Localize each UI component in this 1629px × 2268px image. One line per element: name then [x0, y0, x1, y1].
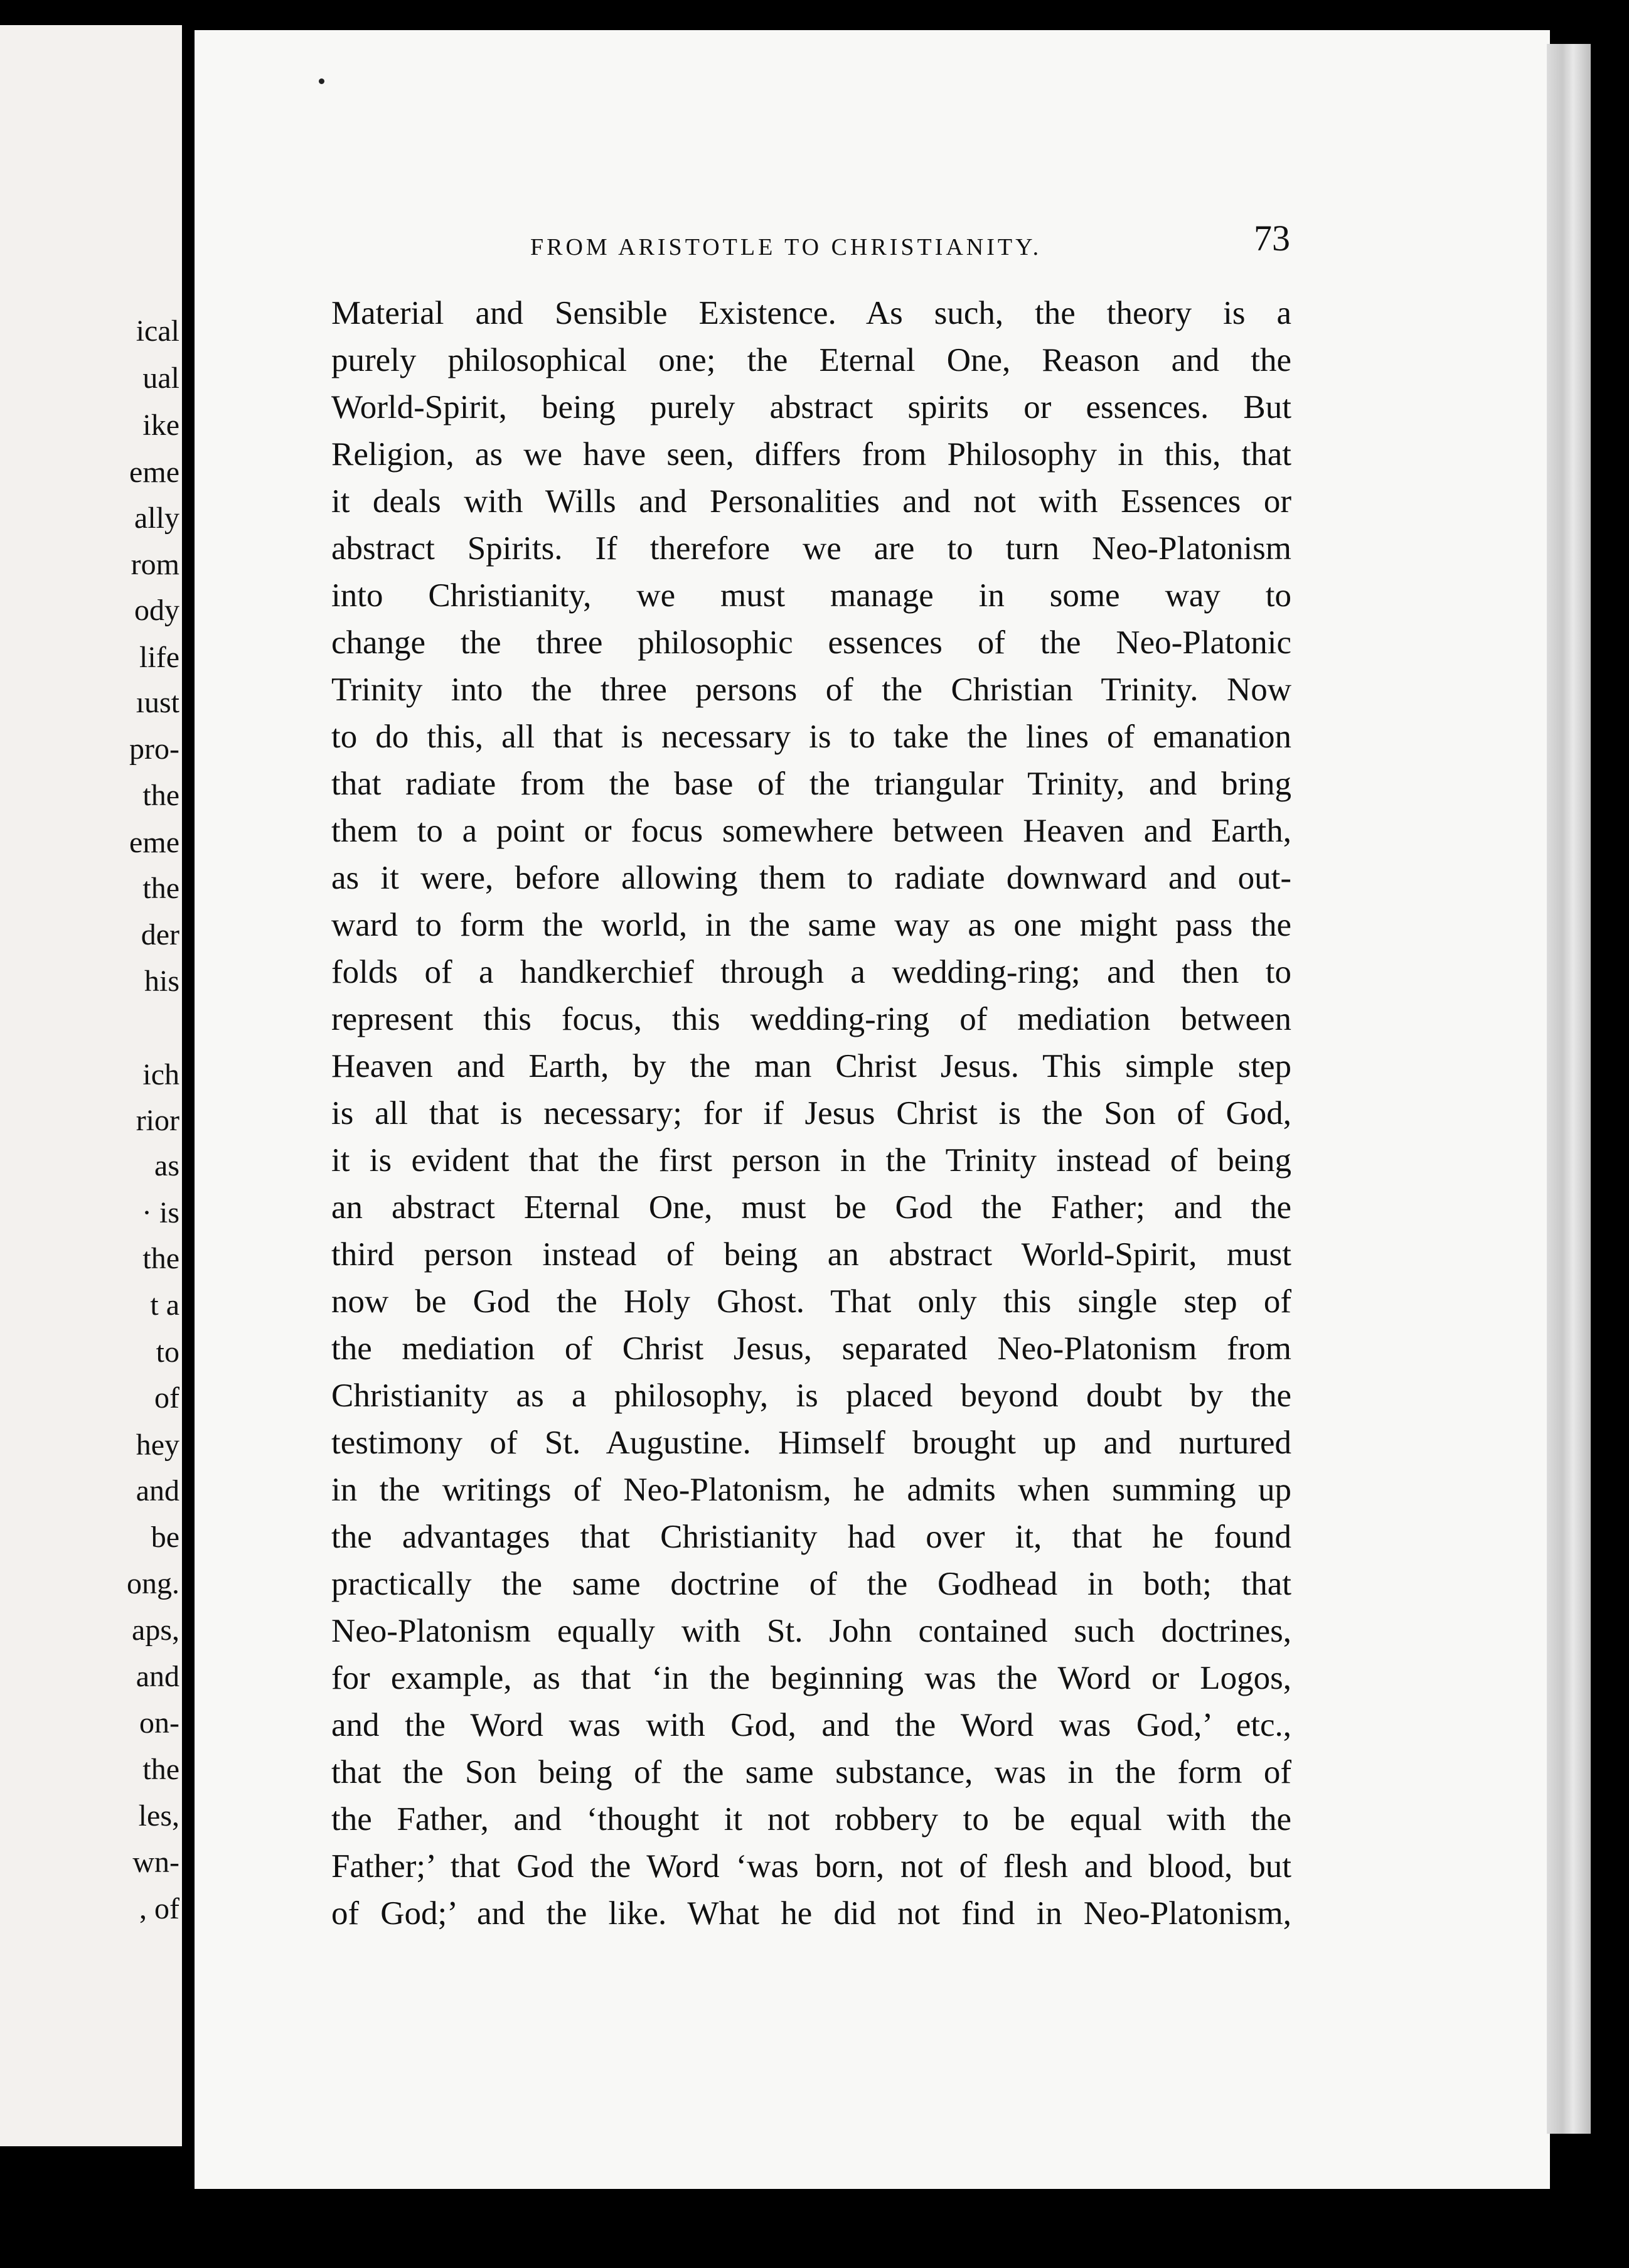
left-page-fragment: ich — [142, 1058, 179, 1091]
text-line: it is evident that the first person in the Trinity instead of being — [331, 1142, 1291, 1179]
text-line: for example, as that ‘in the beginning was the Word or Logos, — [331, 1660, 1291, 1696]
text-line: testimony of St. Augustine. Himself brought up and nurtured — [331, 1425, 1291, 1461]
left-page-fragment: the — [142, 1753, 179, 1786]
text-line: Neo-Platonism equally with St. John contained such doctrines, — [331, 1613, 1291, 1649]
text-line: third person instead of being an abstract World-Spirit, must — [331, 1236, 1291, 1273]
left-page-fragment: and — [136, 1474, 179, 1507]
text-line: the advantages that Christianity had over it, that he found — [331, 1519, 1291, 1555]
text-line: Trinity into the three persons of the Christian Trinity. Now — [331, 671, 1291, 708]
text-line: an abstract Eternal One, must be God the Father; and the — [331, 1189, 1291, 1226]
body-text — [331, 290, 1291, 1937]
text-line: Christianity as a philosophy, is placed beyond doubt by the — [331, 1377, 1291, 1414]
left-page-fragment: t a — [150, 1288, 179, 1322]
text-line: it deals with Wills and Personalities and not with Essences or — [331, 483, 1291, 520]
left-page-fragment: to — [156, 1335, 179, 1369]
left-page-fragment: the — [142, 872, 179, 905]
text-line: into Christianity, we must manage in some way to — [331, 577, 1291, 614]
ink-speck — [319, 78, 324, 84]
left-page-fragment: ıust — [136, 686, 179, 719]
text-line: as it were, before allowing them to radiate downward and out- — [331, 860, 1291, 896]
left-page-fragment: and — [136, 1660, 179, 1693]
left-page-fragment: rom — [131, 548, 179, 581]
text-line: abstract Spirits. If therefore we are to turn Neo-Platonism — [331, 530, 1291, 567]
text-line: practically the same doctrine of the Godhead in both; that — [331, 1566, 1291, 1602]
text-line: and the Word was with God, and the Word was God,’ etc., — [331, 1707, 1291, 1743]
left-page-fragment: der — [141, 918, 179, 951]
page-number: 73 — [1254, 218, 1290, 259]
left-page-fragment: ike — [142, 409, 179, 442]
text-line: Father;’ that God the Word ‘was born, not of flesh and blood, but — [331, 1848, 1291, 1885]
left-page-fragment: ual — [142, 361, 179, 395]
left-page-fragment: rior — [136, 1104, 179, 1137]
left-page-fragment: hey — [136, 1428, 179, 1462]
left-page-fragment: ong. — [127, 1567, 179, 1600]
text-line: Heaven and Earth, by the man Christ Jesus. This simple step — [331, 1048, 1291, 1084]
left-page-fragment: be — [151, 1521, 179, 1554]
page-stack-edge — [1547, 44, 1591, 2134]
text-line: to do this, all that is necessary is to take the lines of emanation — [331, 719, 1291, 755]
left-page-fragment: his — [144, 965, 179, 998]
text-line: the Father, and ‘thought it not robbery to be equal with the — [331, 1801, 1291, 1837]
text-line: change the three philosophic essences of the Neo-Platonic — [331, 624, 1291, 661]
left-page-fragment: pro- — [129, 732, 179, 766]
left-page-fragment: · is — [142, 1196, 179, 1229]
text-line: the mediation of Christ Jesus, separated Neo-Platonism from — [331, 1330, 1291, 1367]
running-head: FROM ARISTOTLE TO CHRISTIANITY. — [530, 234, 1042, 260]
text-line: that the Son being of the same substance, was in the form of — [331, 1754, 1291, 1790]
left-page-fragment: , of — [139, 1892, 179, 1925]
text-line: that radiate from the base of the triangular Trinity, and bring — [331, 766, 1291, 802]
text-line: is all that is necessary; for if Jesus Christ is the Son of God, — [331, 1095, 1291, 1131]
left-page-fragment: eme — [129, 456, 179, 489]
left-page-fragment: ally — [134, 501, 179, 535]
text-line: Religion, as we have seen, differs from Philosophy in this, that — [331, 436, 1291, 473]
text-line: Material and Sensible Existence. As such, the theory is a — [331, 295, 1291, 331]
text-line: them to a point or focus somewhere between Heaven and Earth, — [331, 813, 1291, 849]
previous-page-edge — [0, 25, 182, 2146]
left-page-fragment: on- — [139, 1706, 179, 1740]
text-line: represent this focus, this wedding-ring of mediation between — [331, 1001, 1291, 1037]
text-line: in the writings of Neo-Platonism, he admits when summing up — [331, 1472, 1291, 1508]
text-line: ward to form the world, in the same way as one might pass the — [331, 907, 1291, 943]
left-page-fragment: as — [154, 1149, 179, 1182]
left-page-fragment: les, — [138, 1799, 179, 1832]
left-page-fragment: wn- — [132, 1846, 179, 1879]
text-line: purely philosophical one; the Eternal One, Reason and the — [331, 342, 1291, 378]
left-page-fragment: ody — [134, 594, 179, 627]
text-line: World-Spirit, being purely abstract spirits or essences. But — [331, 389, 1291, 425]
left-page-fragment: ical — [136, 314, 179, 348]
text-line: folds of a handkerchief through a wedding-ring; and then to — [331, 954, 1291, 990]
left-page-fragment: the — [142, 1242, 179, 1275]
left-page-fragment: eme — [129, 826, 179, 859]
left-page-fragment: the — [142, 779, 179, 812]
left-page-fragment: aps, — [132, 1613, 179, 1647]
text-line: of God;’ and the like. What he did not find in Neo-Platonism, — [331, 1895, 1291, 1932]
text-line: now be God the Holy Ghost. That only this single step of — [331, 1283, 1291, 1320]
left-page-fragment: life — [139, 641, 179, 674]
left-page-fragment: of — [154, 1381, 179, 1415]
